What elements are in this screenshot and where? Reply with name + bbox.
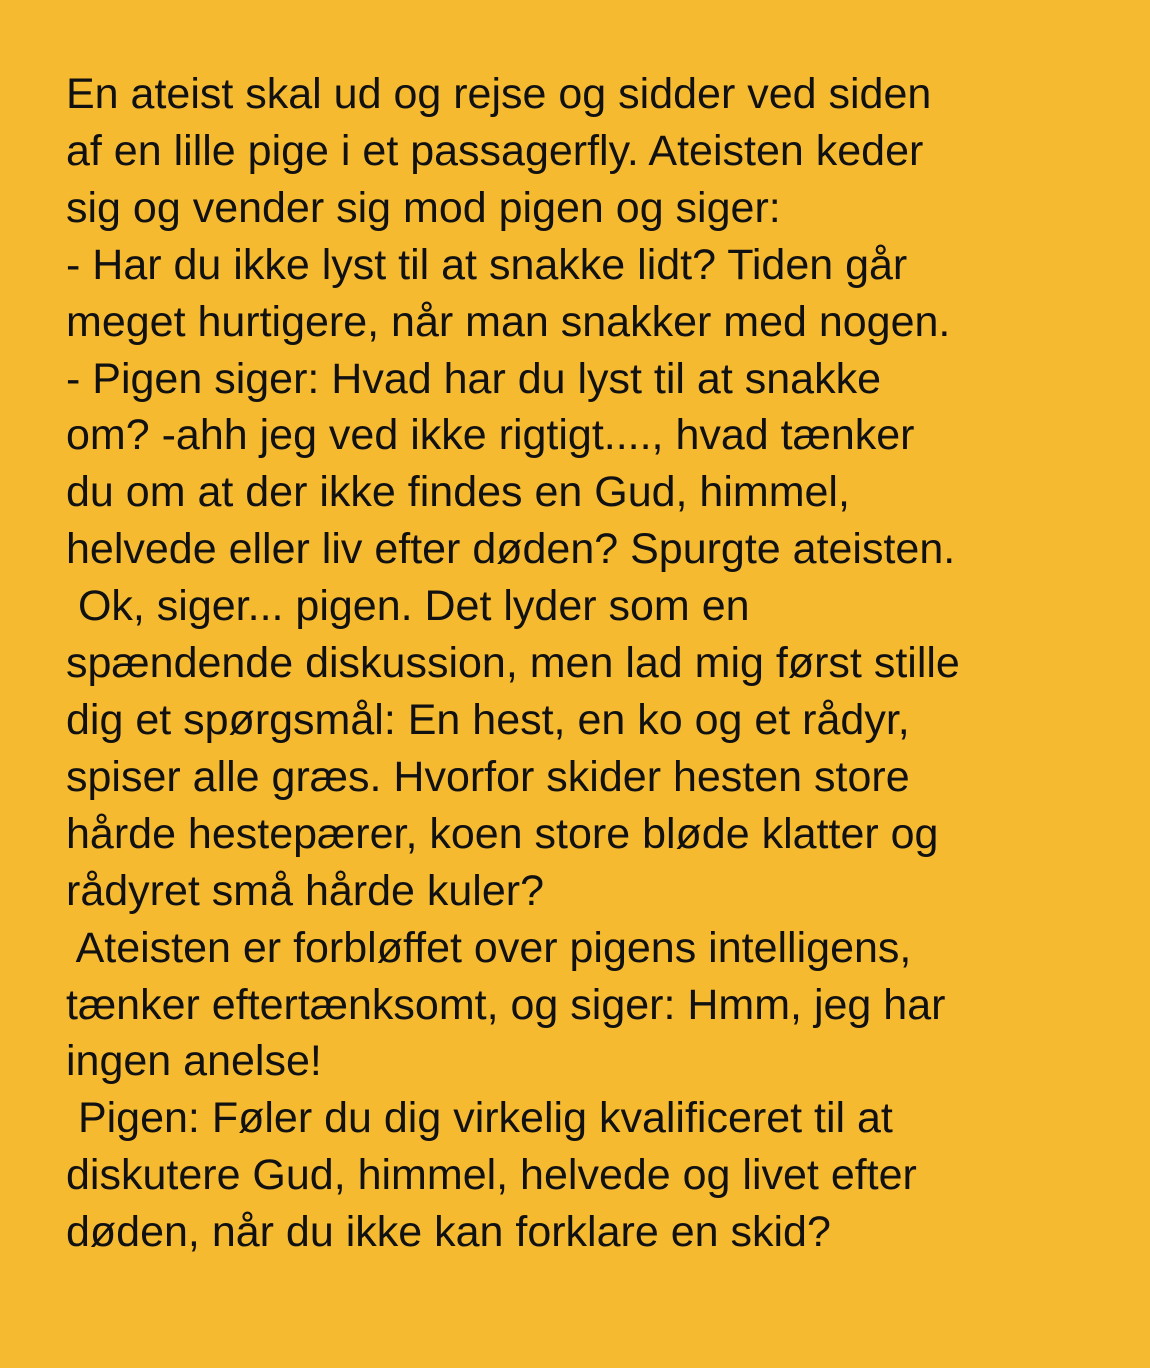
text-line: døden, når du ikke kan forklare en skid? <box>66 1208 831 1257</box>
text-line: - Har du ikke lyst til at snakke lidt? Tiden går <box>66 240 908 289</box>
text-line: diskutere Gud, himmel, helvede og livet efter <box>66 1151 917 1200</box>
text-line: om? -ahh jeg ved ikke rigtigt...., hvad tænker <box>66 411 915 460</box>
text-line: rådyret små hårde kuler? <box>66 866 544 915</box>
text-line: tænker eftertænksomt, og siger: Hmm, jeg har <box>66 980 946 1029</box>
text-line: Ok, siger... pigen. Det lyder som en <box>66 582 750 631</box>
text-line: du om at der ikke findes en Gud, himmel, <box>66 468 850 517</box>
joke-text <box>66 66 1136 1261</box>
text-line: spændende diskussion, men lad mig først stille <box>66 639 960 688</box>
text-line: ingen anelse! <box>66 1037 322 1086</box>
text-line: spiser alle græs. Hvorfor skider hesten store <box>66 752 910 801</box>
text-line: - Pigen siger: Hvad har du lyst til at snakke <box>66 354 881 403</box>
text-line: helvede eller liv efter døden? Spurgte ateisten. <box>66 525 956 574</box>
text-line: Pigen: Føler du dig virkelig kvalificeret til at <box>66 1094 893 1143</box>
text-line: En ateist skal ud og rejse og sidder ved siden <box>66 70 932 118</box>
text-line: Ateisten er forbløffet over pigens intelligens, <box>66 923 912 972</box>
text-line: sig og vender sig mod pigen og siger: <box>66 183 781 232</box>
text-line: hårde hestepærer, koen store bløde klatter og <box>66 809 939 858</box>
text-line: dig et spørgsmål: En hest, en ko og et rådyr, <box>66 695 910 744</box>
text-line: af en lille pige i et passagerfly. Ateisten keder <box>66 126 924 175</box>
text-line: meget hurtigere, når man snakker med nogen. <box>66 297 951 346</box>
